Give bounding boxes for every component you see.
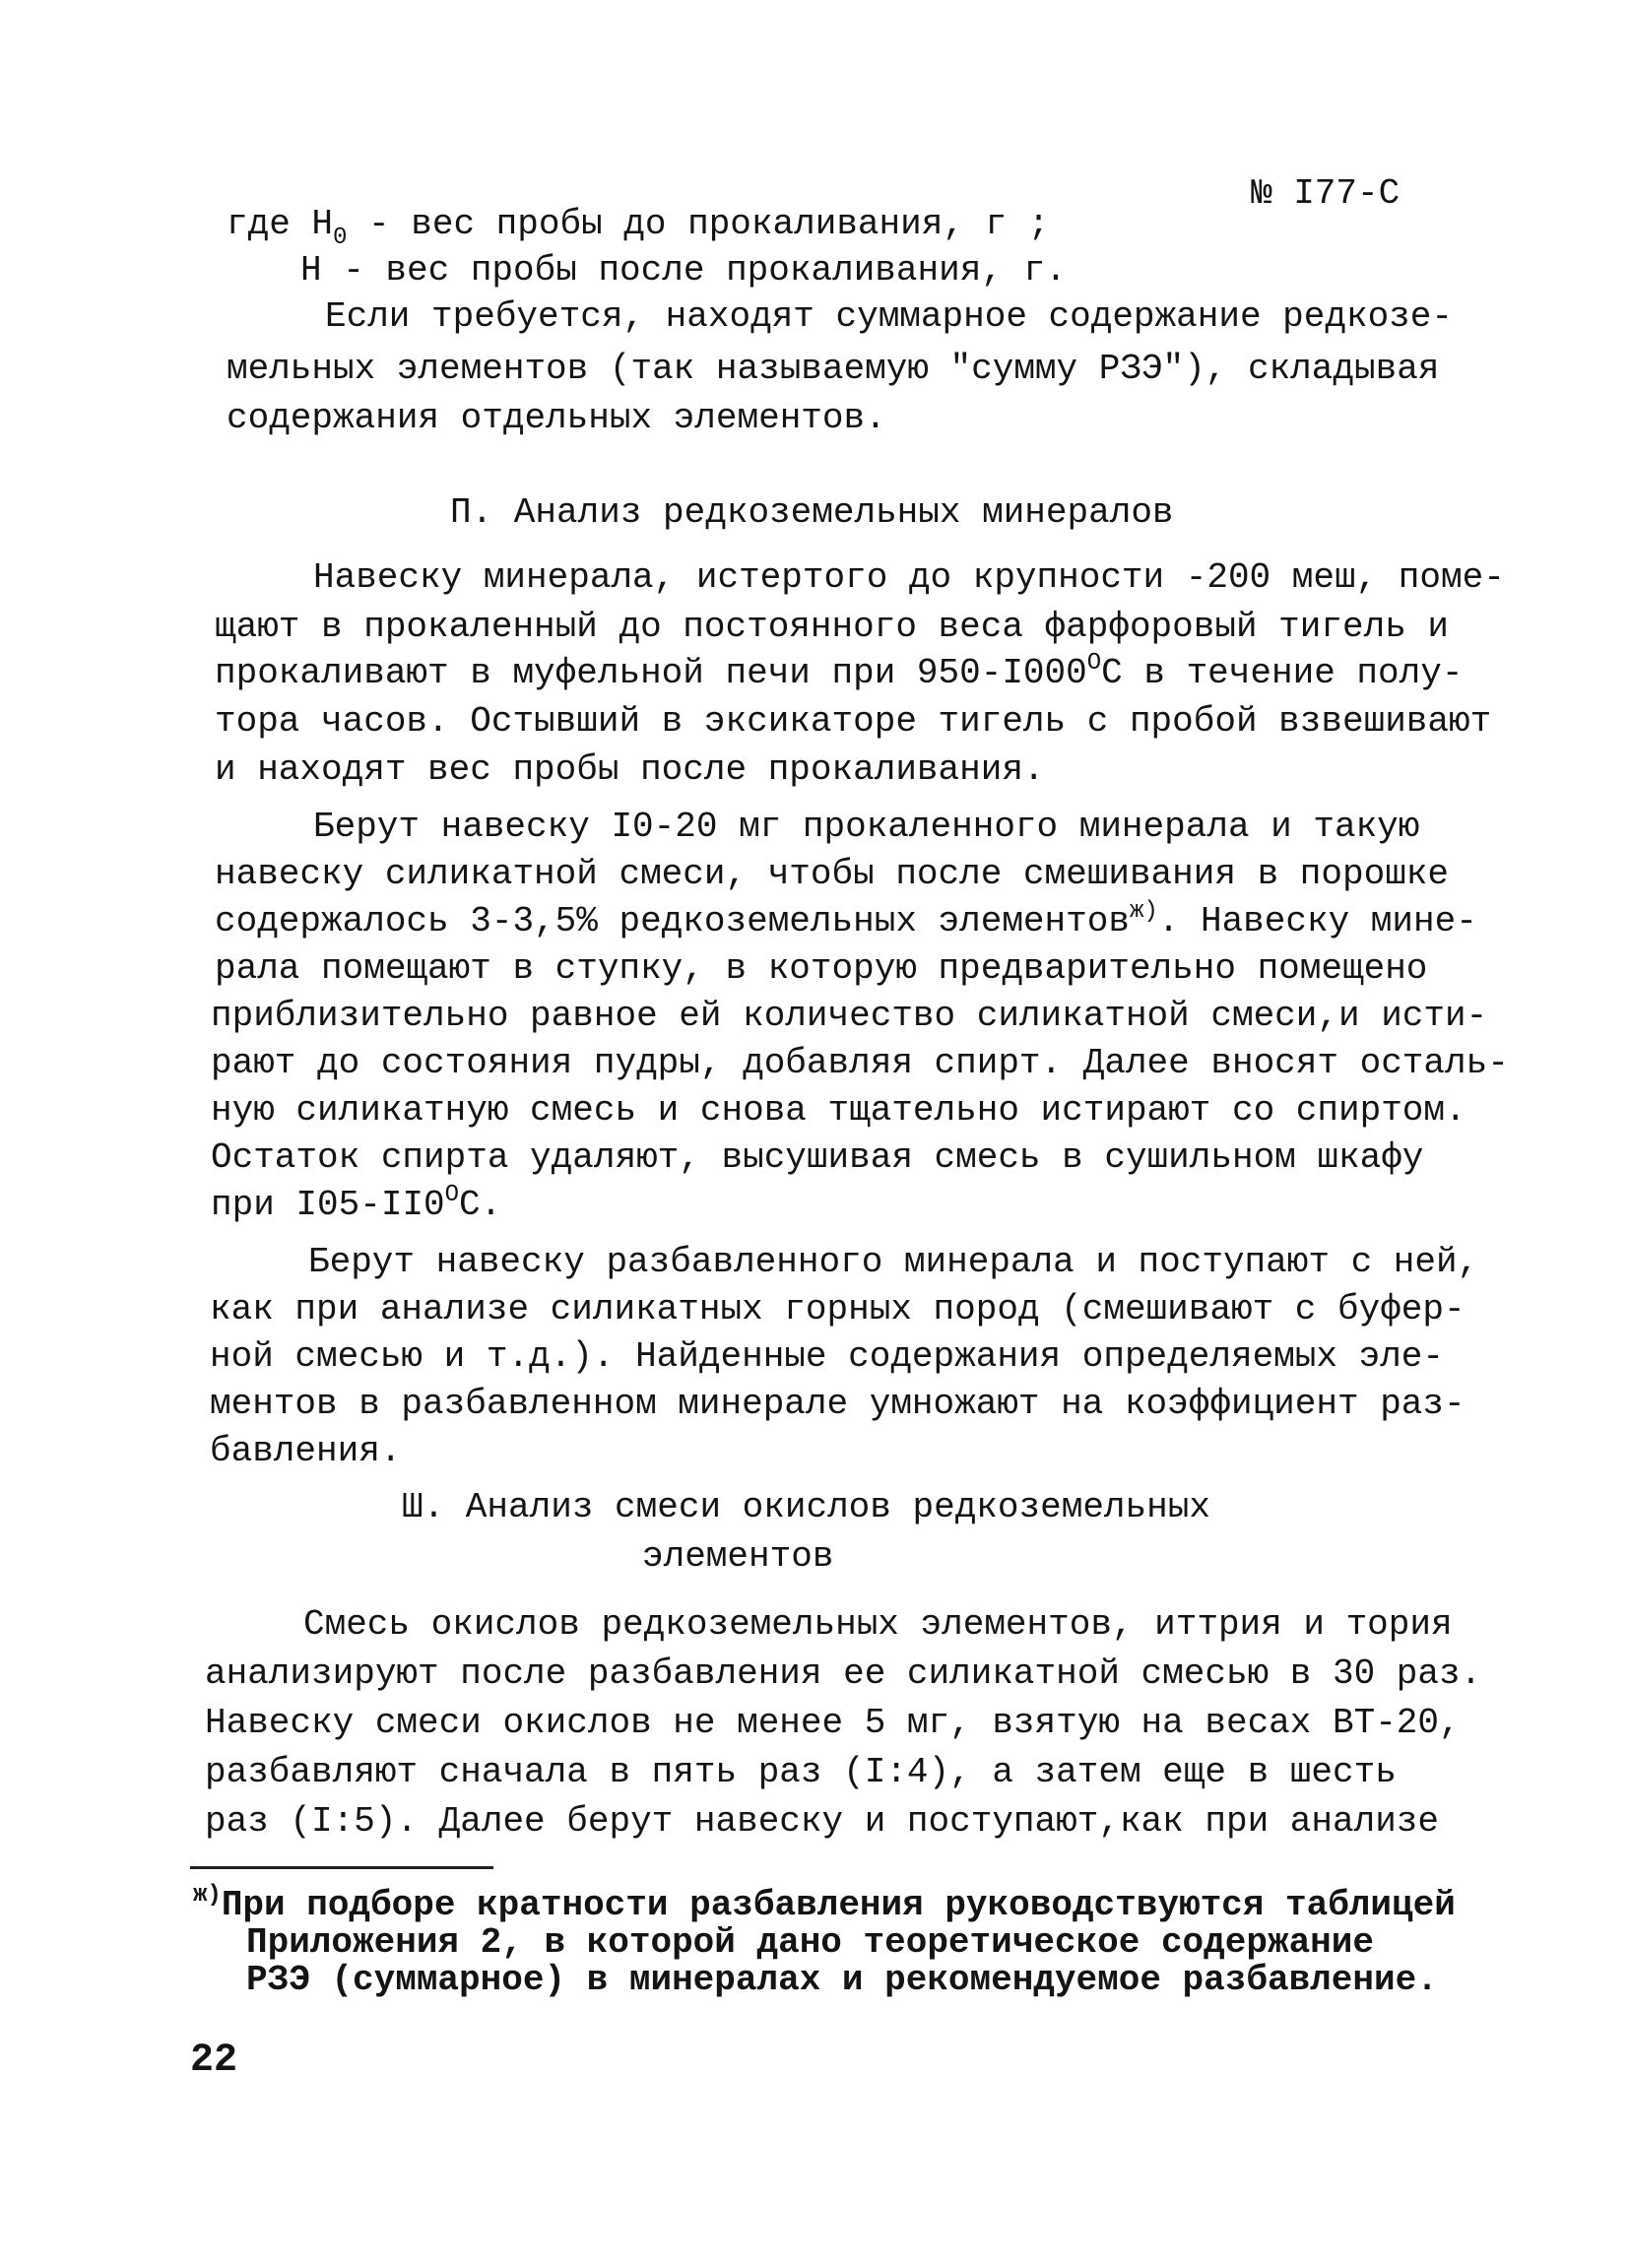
intro-line-2: Н - вес пробы после прокаливания, г. (300, 250, 1067, 291)
section-2-p2-line: Остаток спирта удаляют, высушивая смесь в сушильном шкафу (211, 1137, 1424, 1178)
section-3-p1-line: Навеску смеси окислов не менее 5 мг, взятую на весах ВТ-20, (205, 1703, 1461, 1743)
section-2-p3-line: бавления. (210, 1431, 402, 1471)
section-2-p1-line: прокаливают в муфельной печи при $950-I000^ОС$ в течение полу- (215, 650, 1464, 693)
section-3-p1-line: разбавляют сначала в пять раз (I:4), а затем еще в шесть (205, 1752, 1397, 1792)
section-2-p2-line: рают до состояния пудры, добавляя спирт. Далее вносят осталь- (211, 1043, 1509, 1083)
section-2-p2-line: навеску силикатной смеси, чтобы после смешивания в порошке (215, 854, 1450, 894)
section-3-p1-line: раз (I:5). Далее берут навеску и поступают,как при анализе (205, 1801, 1440, 1842)
page-number: 22 (190, 2039, 238, 2083)
section-3-p1-line: анализируют после разбавления ее силикатной смесью в 30 раз. (205, 1653, 1482, 1694)
section-2-p1-line: и находят вес пробы после прокаливания. (215, 749, 1045, 790)
footnote-divider (190, 1866, 493, 1869)
section-2-p3-line: ной смесью и т.д.). Найденные содержания определяемых эле- (210, 1336, 1445, 1377)
section-2-p2-line: Берут навеску I0-20 мг прокаленного минерала и такую (313, 807, 1420, 847)
section-2-p3-line: как при анализе силикатных горных пород (смешивают с буфер- (210, 1289, 1466, 1329)
footnote-line-1: $^{ж)}$При подборе кратности разбавления руководствуются таблицей (193, 1882, 1456, 1925)
section-2-p3-line: ментов в разбавленном минерале умножают на коэффициент раз- (210, 1384, 1466, 1424)
document-number: № I77-С (1251, 173, 1401, 214)
section-2-p1-line: тора часов. Остывший в эксикаторе тигель с пробой взвешивают (215, 701, 1492, 742)
intro-line-3: Если требуется, находят суммарное содержание редкозе- (325, 296, 1453, 337)
section-3-p1-line: Смесь окислов редкоземельных элементов, иттрия и тория (303, 1604, 1453, 1645)
intro-line-5: содержания отдельных элементов. (227, 398, 886, 438)
section-2-p3-line: Берут навеску разбавленного минерала и поступают с ней, (308, 1242, 1479, 1282)
section-2-p2-line: содержалось 3-3,5% редкоземельных элементов$^{ж)}$. Навеску мине- (215, 898, 1477, 941)
footnote-line-3: РЗЭ (суммарное) в минералах и рекомендуемое разбавление. (246, 1960, 1438, 2000)
intro-line-1: где $Н_0$ - вес пробы до прокаливания, г ; (227, 204, 1050, 251)
section-2-heading: П. Анализ редкоземельных минералов (450, 492, 1174, 533)
section-2-p1-line: щают в прокаленный до постоянного веса фарфоровый тигель и (215, 607, 1450, 647)
footnote-line-2: Приложения 2, в которой дано теоретическое содержание (246, 1922, 1374, 1963)
section-2-p2-line: приблизительно равное ей количество силикатной смеси,и исти- (211, 996, 1488, 1036)
section-2-p2-line: при $I05-II0^ОС$. (211, 1182, 502, 1225)
intro-line-4: мельных элементов (так называемую "сумму РЗЭ"), складывая (227, 349, 1440, 389)
section-2-p2-line: рала помещают в ступку, в которую предварительно помещено (215, 948, 1428, 989)
section-3-heading-line-2: элементов (642, 1536, 834, 1577)
section-2-p1-line: Навеску минерала, истертого до крупности -200 меш, поме- (313, 557, 1505, 598)
section-2-p2-line: ную силикатную смесь и снова тщательно истирают со спиртом. (211, 1090, 1466, 1131)
section-3-heading-line-1: Ш. Анализ смеси окислов редкоземельных (402, 1487, 1210, 1527)
